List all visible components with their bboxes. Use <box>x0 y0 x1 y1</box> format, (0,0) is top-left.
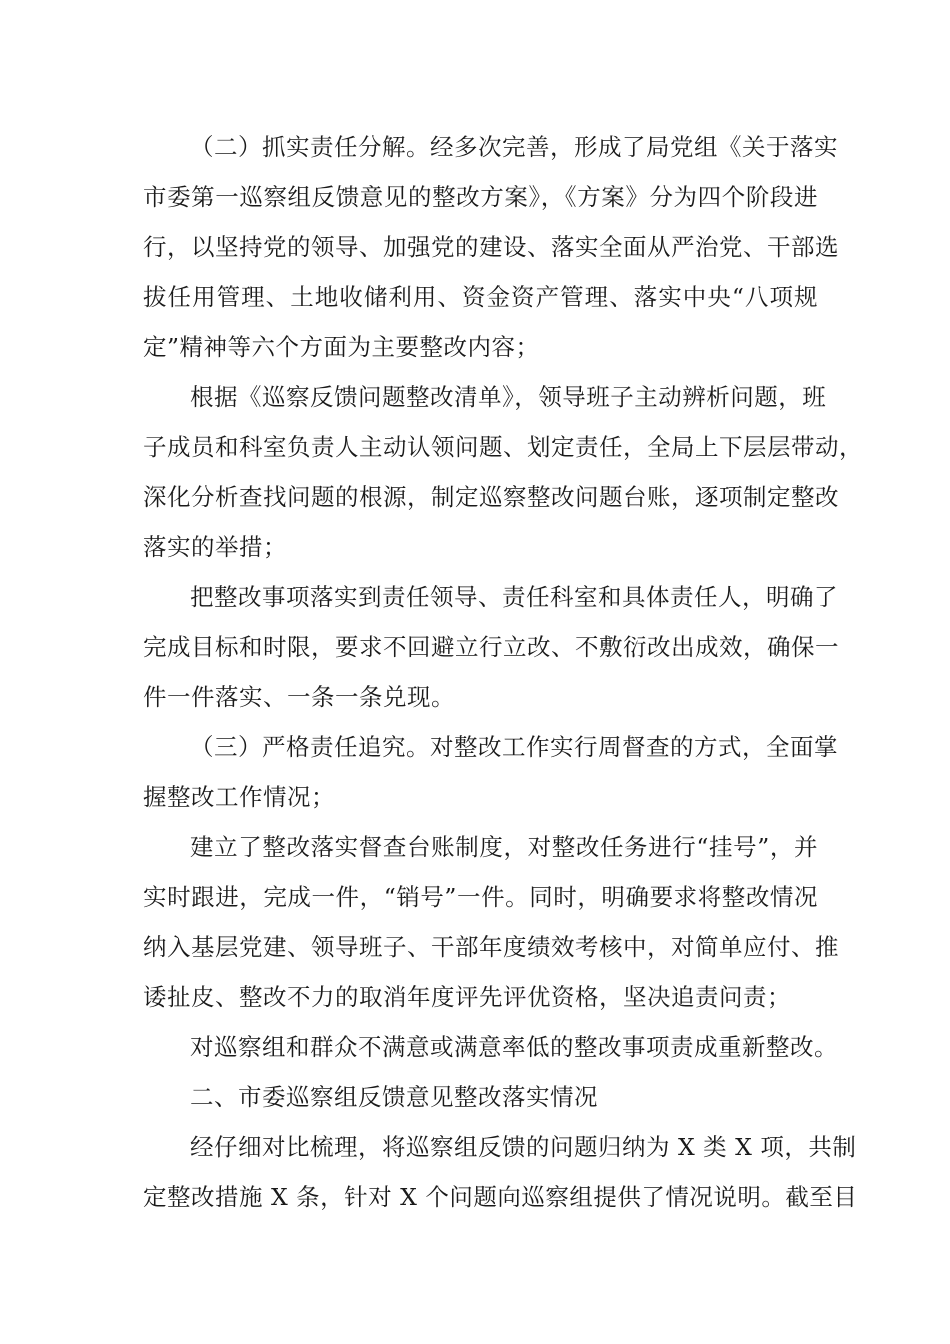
paragraph-line: 把整改事项落实到责任领导、责任科室和具体责任人，明确了 <box>190 583 838 611</box>
paragraph-line: 握整改工作情况； <box>143 783 335 811</box>
paragraph-line: （三）严格责任追究。对整改工作实行周督查的方式，全面掌 <box>190 733 838 761</box>
section-heading: 二、市委巡察组反馈意见整改落实情况 <box>190 1083 598 1111</box>
paragraph-line: 纳入基层党建、领导班子、干部年度绩效考核中，对简单应付、推 <box>143 933 839 961</box>
paragraph-line: 定整改措施 X 条，针对 X 个问题向巡察组提供了情况说明。截至目 <box>143 1183 858 1211</box>
paragraph-line: 拔任用管理、土地收储利用、资金资产管理、落实中央“八项规 <box>143 283 818 311</box>
paragraph-line: 建立了整改落实督查台账制度，对整改任务进行“挂号”，并 <box>190 833 818 861</box>
paragraph-line: （二）抓实责任分解。经多次完善，形成了局党组《关于落实 <box>190 133 838 161</box>
paragraph-line: 诿扯皮、整改不力的取消年度评先评优资格，坚决追责问责； <box>143 983 791 1011</box>
paragraph-line: 落实的举措； <box>143 533 287 561</box>
paragraph-line: 实时跟进，完成一件，“销号”一件。同时，明确要求将整改情况 <box>143 883 818 911</box>
paragraph-line: 深化分析查找问题的根源，制定巡察整改问题台账，逐项制定整改 <box>143 483 839 511</box>
paragraph-line: 经仔细对比梳理，将巡察组反馈的问题归纳为 X 类 X 项，共制 <box>190 1133 857 1161</box>
paragraph-line: 对巡察组和群众不满意或满意率低的整改事项责成重新整改。 <box>190 1033 838 1061</box>
paragraph-line: 完成目标和时限，要求不回避立行立改、不敷衍改出成效，确保一 <box>143 633 839 661</box>
paragraph-line: 定”精神等六个方面为主要整改内容； <box>143 333 540 361</box>
paragraph-line: 根据《巡察反馈问题整改清单》，领导班子主动辨析问题，班 <box>190 383 827 411</box>
paragraph-line: 行，以坚持党的领导、加强党的建设、落实全面从严治党、干部选 <box>143 233 839 261</box>
paragraph-line: 件一件落实、一条一条兑现。 <box>143 683 455 711</box>
paragraph-line: 子成员和科室负责人主动认领问题、划定责任，全局上下层层带动， <box>143 433 863 461</box>
paragraph-line: 市委第一巡察组反馈意见的整改方案》，《方案》分为四个阶段进 <box>143 183 818 211</box>
